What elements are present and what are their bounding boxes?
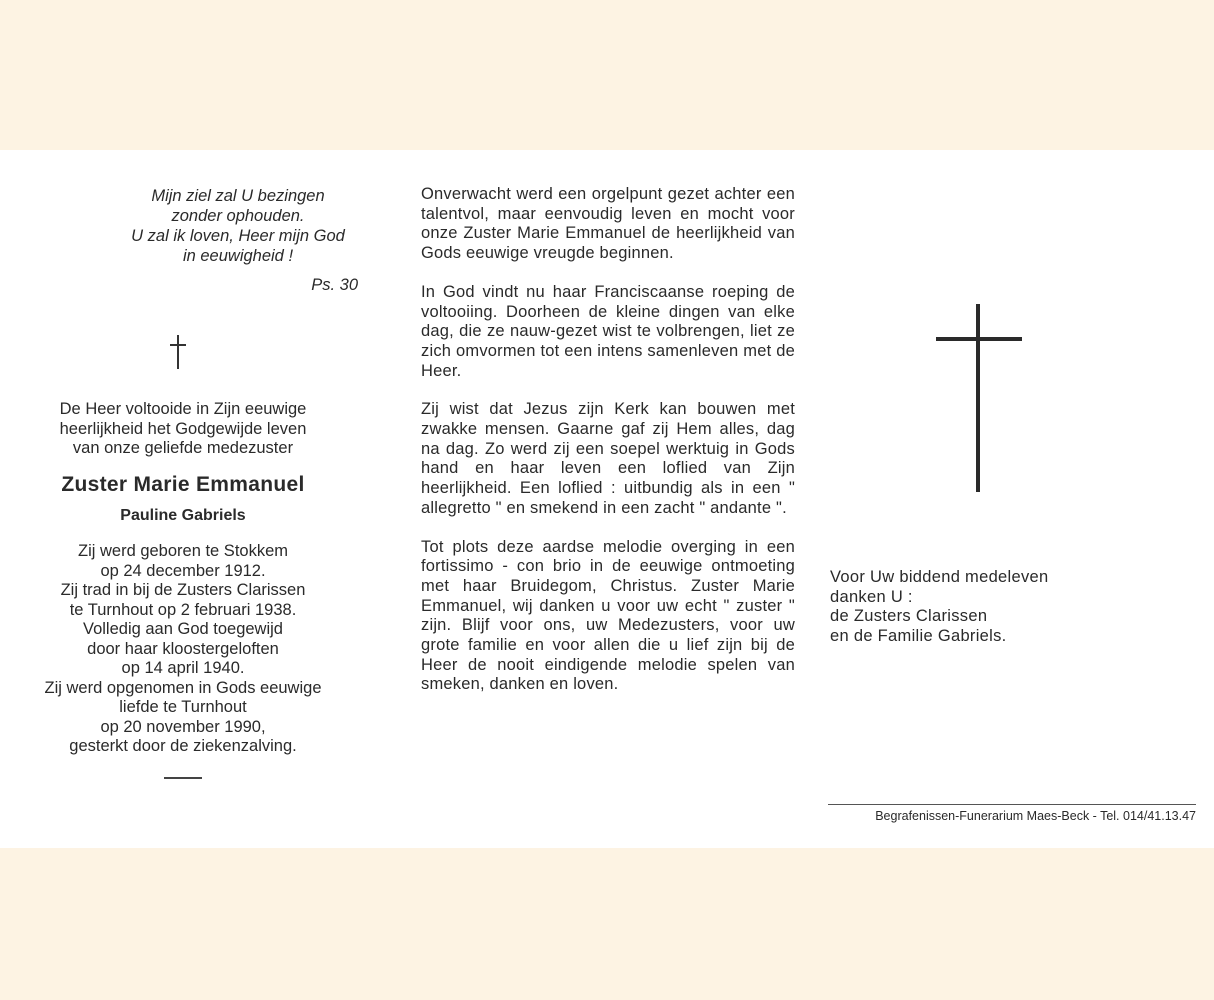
biography xyxy=(10,542,356,757)
bio-line: op 24 december 1912. xyxy=(100,561,266,580)
thanks-line: de Zusters Clarissen xyxy=(830,607,988,625)
bio-line: Volledig aan God toegewijd xyxy=(83,620,283,638)
bio-line: Zij werd opgenomen in Gods eeuwige xyxy=(44,678,322,697)
deceased-name: Zuster Marie Emmanuel xyxy=(61,473,305,496)
psalm-quote xyxy=(108,186,368,266)
bio-line: liefde te Turnhout xyxy=(119,698,247,716)
small-cross-icon xyxy=(168,335,188,369)
paragraph: In God vindt nu haar Franciscaanse roeping de voltooiing. Doorheen de kleine dingen van elke dag, die ze nauw-gezet wist te volbrengen, liet ze zich omvormen tot een intens samenleven met de Heer. xyxy=(421,282,795,380)
psalm-reference: Ps. 30 xyxy=(311,276,358,294)
bio-line: door haar kloostergeloften xyxy=(87,639,279,658)
memorial-card xyxy=(0,150,1214,848)
intro-line: van onze geliefde medezuster xyxy=(72,439,294,457)
paragraph: Tot plots deze aardse melodie overging in een fortissimo - con brio in de eeuwige ontmoeting met haar Bruidegom, Christus. Zuster Marie Emmanuel, wij danken u voor uw echt " zuster " zijn. Blijf voor ons, uw Medezusters, voor uw grote familie en voor allen die u lief zijn bij de Heer de nooit eindigende melodie spelen van smeken, danken en loven. xyxy=(421,537,795,694)
psalm-line: zonder ophouden. xyxy=(171,207,305,225)
bio-line: op 20 november 1990, xyxy=(100,717,266,736)
cross-icon xyxy=(936,304,1022,492)
bio-line: Zij trad in bij de Zusters Clarissen xyxy=(60,581,306,599)
funeral-home-footer: Begrafenissen-Funerarium Maes-Beck - Tel. 014/41.13.47 xyxy=(875,809,1196,823)
bio-line: Zij werd geboren te Stokkem xyxy=(77,542,288,560)
divider xyxy=(164,777,202,779)
bio-line: gesterkt door de ziekenzalving. xyxy=(69,737,297,755)
thanks-line: en de Familie Gabriels. xyxy=(830,626,1007,645)
bio-line: te Turnhout op 2 februari 1938. xyxy=(69,600,297,619)
intro-text xyxy=(28,400,338,459)
deceased-civil-name: Pauline Gabriels xyxy=(120,507,246,524)
bio-line: op 14 april 1940. xyxy=(121,659,245,677)
paragraph: Zij wist dat Jezus zijn Kerk kan bouwen met zwakke mensen. Gaarne gaf zij Hem alles, dag na dag. Zo werd zij een soepel werktuig in Gods hand en haar leven een loflied van Zijn heerlijkheid. Een loflied : uitbundig als in een " allegretto " en smekend in een zacht " andante ". xyxy=(421,400,795,517)
psalm-line: U zal ik loven, Heer mijn God xyxy=(131,227,345,245)
middle-column xyxy=(421,185,795,714)
thanks-line: Voor Uw biddend medeleven xyxy=(830,568,1049,586)
thanks-text xyxy=(830,568,1190,646)
psalm-line: Mijn ziel zal U bezingen xyxy=(151,187,325,205)
footer-rule xyxy=(828,804,1196,805)
psalm-line: in eeuwigheid ! xyxy=(182,247,294,265)
intro-line: heerlijkheid het Godgewijde leven xyxy=(59,419,307,438)
intro-line: De Heer voltooide in Zijn eeuwige xyxy=(59,400,307,418)
thanks-line: danken U : xyxy=(830,587,913,606)
paragraph: Onverwacht werd een orgelpunt gezet achter een talentvol, maar eenvoudig leven en mocht voor onze Zuster Marie Emmanuel de heerlijkheid van Gods eeuwige vreugde beginnen. xyxy=(421,185,795,263)
